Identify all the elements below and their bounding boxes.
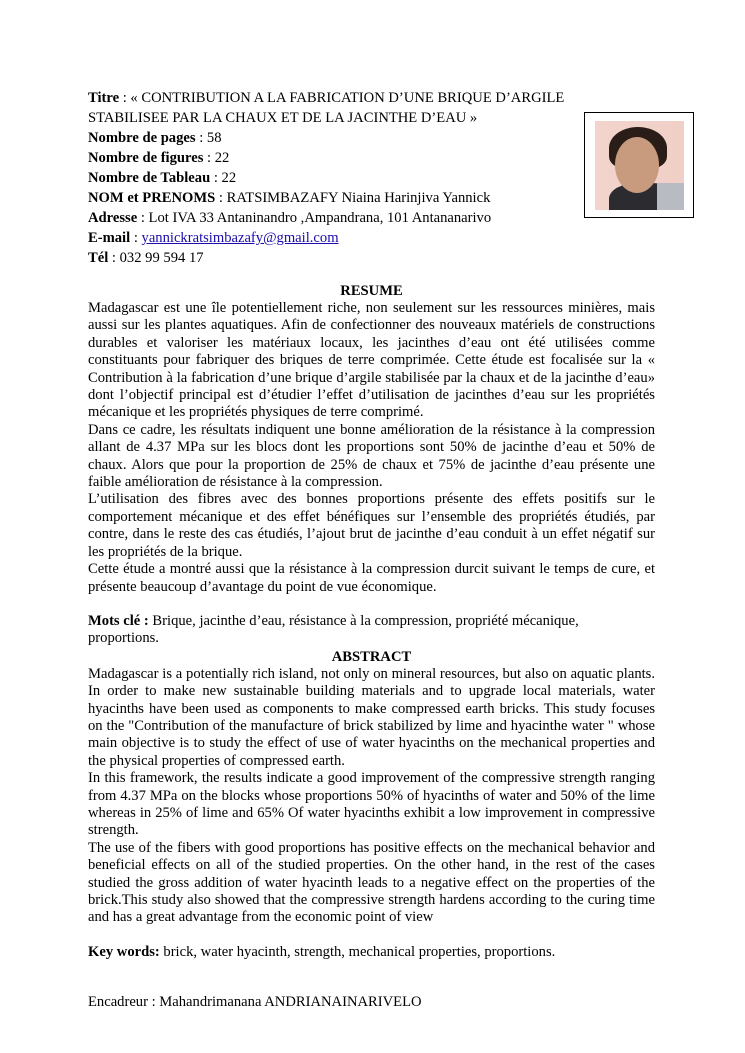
thesis-info [88, 88, 588, 268]
abstract-heading: ABSTRACT [331, 648, 412, 665]
portrait-jacket [657, 183, 684, 210]
abstract-paragraph: In this framework, the results indicate a good improvement of the compressive strength ranging from 4.37 MPa on the blocks whose proportions 50% of hyacinths of water and 50% of the lime whereas in 25% of lime and 65% Of water hyacinths exhibit a low improvement in compressive strength. [88, 770, 655, 839]
pages-value: : 58 [195, 130, 222, 146]
name-label: NOM et PRENOMS [88, 190, 216, 206]
address-label: Adresse [88, 210, 138, 226]
pages-line [88, 128, 588, 148]
document-body [88, 282, 655, 961]
abstract-paragraph: The use of the fibers with good proportions has positive effects on the mechanical behavior and beneficial effects on all of the studied properties. On the other hand, in the rest of the cases studied the gross addition of water hyacinth leads to a negative effect on the properties of the brick.This study also showed that the compressive strength hardens according to the curing time and has a great advantage from the economic point of view [88, 839, 655, 926]
figures-label: Nombre de figures [88, 150, 204, 166]
tables-label: Nombre de Tableau [88, 170, 211, 186]
address-line [88, 208, 588, 228]
supervisor-line: Encadreur : Mahandrimanana ANDRIANAINARIVELO [88, 994, 422, 1010]
portrait-face [615, 137, 659, 193]
name-line [88, 188, 588, 208]
portrait-image [595, 121, 684, 210]
resume-keywords [88, 613, 608, 648]
email-link[interactable]: yannickratsimbazafy@gmail.com [141, 230, 339, 246]
name-value: : RATSIMBAZAFY Niaina Harinjiva Yannick [215, 190, 491, 206]
phone-line [88, 248, 588, 268]
email-label: E-mail [88, 230, 131, 246]
resume-paragraph: Dans ce cadre, les résultats indiquent une bonne amélioration de la résistance à la compression allant de 4.37 MPa sur les blocs dont les proportions sont 50% de jacinthe d’eau et 50% de chaux. Alors que pour la proportion de 25% de chaux et 75% de jacinthe d’eau présente une faible amélioration de résistance à la compression. [88, 421, 655, 491]
resume-paragraph: L’utilisation des fibres avec des bonnes proportions présente des effets positifs sur le comportement mécanique et des effet bénéfiques sur l’ensemble des propriétés étudiés, par contre, dans le reste des cas étudiés, l’ajout brut de jacinthe d’eau conduit à un effet négatif sur les propriétés de la brique. [88, 491, 655, 560]
figures-line [88, 148, 588, 168]
keywords-label: Mots clé : [88, 612, 149, 629]
tables-value: : 22 [210, 170, 237, 186]
title-value: : « CONTRIBUTION A LA FABRICATION D’UNE BRIQUE D’ARGILE STABILISEE PAR LA CHAUX ET DE LA JACINTHE D’EAU » [88, 90, 565, 126]
abstract-keywords [88, 944, 655, 961]
phone-label: Tél [88, 250, 109, 266]
title-line [88, 88, 588, 128]
resume-paragraph: Madagascar est une île potentiellement riche, non seulement sur les ressources minières, mais aussi sur les plantes aquatiques. Afin de confectionner des nouveaux matériels de constructions durables et valoriser les matériaux locaux, les jacinthes d’eau ont été utilisées comme constituants pour fabriquer des briques de terre comprimée. Cette étude est focalisée sur la « Contribution à la fabrication d’une brique d’argile stabilisée par la chaux et de la jacinthe d’eau» dont l’objectif principal est d’étudier l’effet d’utilisation de jacinthes d’eau sur les propriétés mécanique et les propriétés physiques de terre comprimé. [88, 300, 655, 421]
abstract-paragraph: Madagascar is a potentially rich island, not only on mineral resources, but also on aquatic plants. In order to make new sustainable building materials and to upgrade local materials, water hyacinths have been used as components to make compressed earth bricks. This study focuses on the "Contribution of the manufacture of brick stabilized by lime and hyacinthe water " whose main objective is to study the effect of use of water hyacinths on the mechanical properties and the physical properties of compressed earth. [88, 665, 655, 769]
pages-label: Nombre de pages [88, 130, 196, 146]
author-photo [584, 112, 694, 218]
resume-heading: RESUME [340, 283, 403, 299]
address-value: : Lot IVA 33 Antaninandro ,Ampandrana, 101 Antananarivo [137, 210, 492, 226]
figures-value: : 22 [203, 150, 230, 166]
phone-value: : 032 99 594 17 [108, 250, 204, 266]
keywords-value: Brique, jacinthe d’eau, résistance à la compression, propriété mécanique, proportions. [88, 612, 579, 647]
title-label: Titre [88, 90, 120, 106]
resume-paragraph: Cette étude a montré aussi que la résistance à la compression durcit suivant le temps de cure, et présente beaucoup d’avantage du point de vue économique. [88, 561, 655, 595]
tables-line [88, 168, 588, 188]
email-sep: : [130, 230, 142, 246]
keywords-value: brick, water hyacinth, strength, mechanical properties, proportions. [159, 943, 556, 960]
keywords-label: Key words: [88, 943, 160, 960]
email-line [88, 228, 588, 248]
